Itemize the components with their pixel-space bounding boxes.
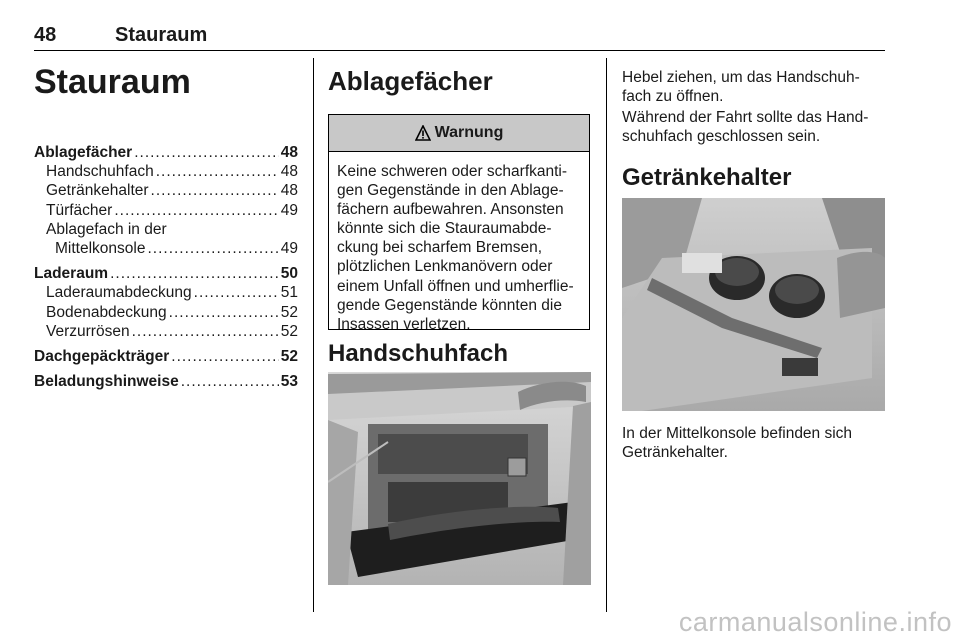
chapter-title: Stauraum — [34, 63, 191, 101]
toc-entry-label: Verzurrösen — [46, 322, 130, 340]
toc-leader-dots — [169, 303, 279, 322]
paragraph-cupholder-location — [622, 424, 852, 462]
text-line: plötzlichen Lenkmanövern oder — [337, 258, 553, 276]
toc-entry[interactable] — [34, 283, 298, 302]
text-line: gende Gegenstände könnten die — [337, 296, 562, 314]
toc-entry[interactable] — [34, 322, 298, 341]
toc-entry-page: 49 — [280, 239, 298, 257]
paragraph-glovebox-closed — [622, 108, 868, 146]
toc-entry-page: 52 — [280, 347, 298, 365]
toc-leader-dots — [171, 347, 278, 366]
column-divider-1 — [313, 58, 314, 612]
header-rule — [34, 50, 885, 51]
toc-entry-label: Getränkehalter — [46, 182, 149, 200]
toc-entry-page: 53 — [280, 373, 298, 391]
cupholder-photo — [622, 198, 885, 411]
text-line: Getränkehalter. — [622, 444, 728, 462]
text-line: einem Unfall öffnen und umherflie- — [337, 277, 574, 295]
section-heading-getraenkehalter: Getränkehalter — [622, 164, 792, 191]
text-line: Keine schweren oder scharfkanti- — [337, 163, 568, 180]
text-line: Hebel ziehen, um das Handschuh- — [622, 69, 860, 86]
toc-leader-dots — [114, 201, 278, 220]
text-line: Während der Fahrt sollte das Hand- — [622, 109, 869, 126]
toc-entry[interactable] — [34, 220, 298, 239]
warning-header — [329, 115, 589, 152]
toc-entry-page: 49 — [280, 201, 298, 219]
text-line: fach zu öffnen. — [622, 88, 724, 106]
toc-entry-label: Laderaum — [34, 265, 109, 283]
toc-entry-label: Ablagefach in der — [46, 220, 167, 238]
toc-entry-page: 48 — [280, 163, 298, 181]
toc-entry-label: Beladungshinweise — [34, 373, 179, 391]
warning-triangle-icon — [415, 125, 431, 141]
toc-entry[interactable] — [34, 347, 298, 366]
toc-entry[interactable] — [34, 239, 298, 258]
toc-entry-page: 52 — [280, 303, 298, 321]
text-line: fächern aufbewahren. Ansonsten — [337, 201, 564, 219]
toc-entry-page: 52 — [280, 322, 298, 340]
toc-entry-label: Türfächer — [46, 201, 113, 219]
toc-entry-label: Handschuhfach — [46, 163, 154, 181]
running-header: Stauraum — [115, 24, 208, 46]
toc-leader-dots — [151, 181, 279, 200]
toc-leader-dots — [156, 162, 279, 181]
table-of-contents — [34, 143, 298, 391]
warning-box — [328, 114, 590, 333]
glovebox-photo — [328, 372, 591, 585]
toc-entry-page: 48 — [280, 182, 298, 200]
toc-entry-page: 48 — [280, 144, 298, 161]
toc-entry[interactable] — [34, 372, 298, 391]
toc-leader-dots — [181, 372, 279, 391]
toc-leader-dots — [147, 239, 278, 258]
toc-leader-dots — [132, 322, 279, 341]
toc-entry[interactable] — [34, 264, 298, 283]
toc-leader-dots — [134, 143, 279, 162]
text-line: könnte sich die Stauraumabde- — [337, 220, 552, 238]
page-number: 48 — [34, 24, 57, 46]
text-line: schuhfach geschlossen sein. — [622, 128, 821, 146]
toc-entry-page: 50 — [280, 265, 298, 283]
text-line: gen Gegenstände in den Ablage- — [337, 182, 564, 200]
toc-entry-page: 51 — [280, 284, 298, 302]
section-heading-ablagefaecher: Ablagefächer — [328, 66, 493, 96]
toc-entry-label: Laderaumabdeckung — [46, 284, 192, 302]
toc-entry[interactable] — [34, 162, 298, 181]
toc-leader-dots — [194, 283, 279, 302]
paragraph-open-glovebox — [622, 68, 860, 106]
column-divider-2 — [606, 58, 607, 612]
toc-leader-dots — [110, 264, 279, 283]
toc-entry-label: Bodenabdeckung — [46, 303, 167, 321]
text-line: Insassen verletzen. — [337, 315, 471, 333]
text-line: In der Mittelkonsole befinden sich — [622, 425, 853, 442]
toc-entry[interactable] — [34, 303, 298, 322]
text-line: ckung bei scharfem Bremsen, — [337, 239, 543, 257]
toc-entry[interactable] — [34, 201, 298, 220]
toc-entry-label: Ablagefächer — [34, 144, 133, 161]
toc-entry-label: Dachgepäckträger — [34, 347, 170, 365]
section-heading-handschuhfach: Handschuhfach — [328, 340, 509, 367]
warning-text — [329, 152, 589, 334]
toc-entry[interactable] — [34, 143, 298, 162]
watermark: carmanualsonline.info — [678, 607, 952, 637]
warning-title: Warnung — [434, 124, 504, 141]
toc-entry-label: Mittelkonsole — [55, 239, 146, 257]
toc-entry[interactable] — [34, 181, 298, 200]
